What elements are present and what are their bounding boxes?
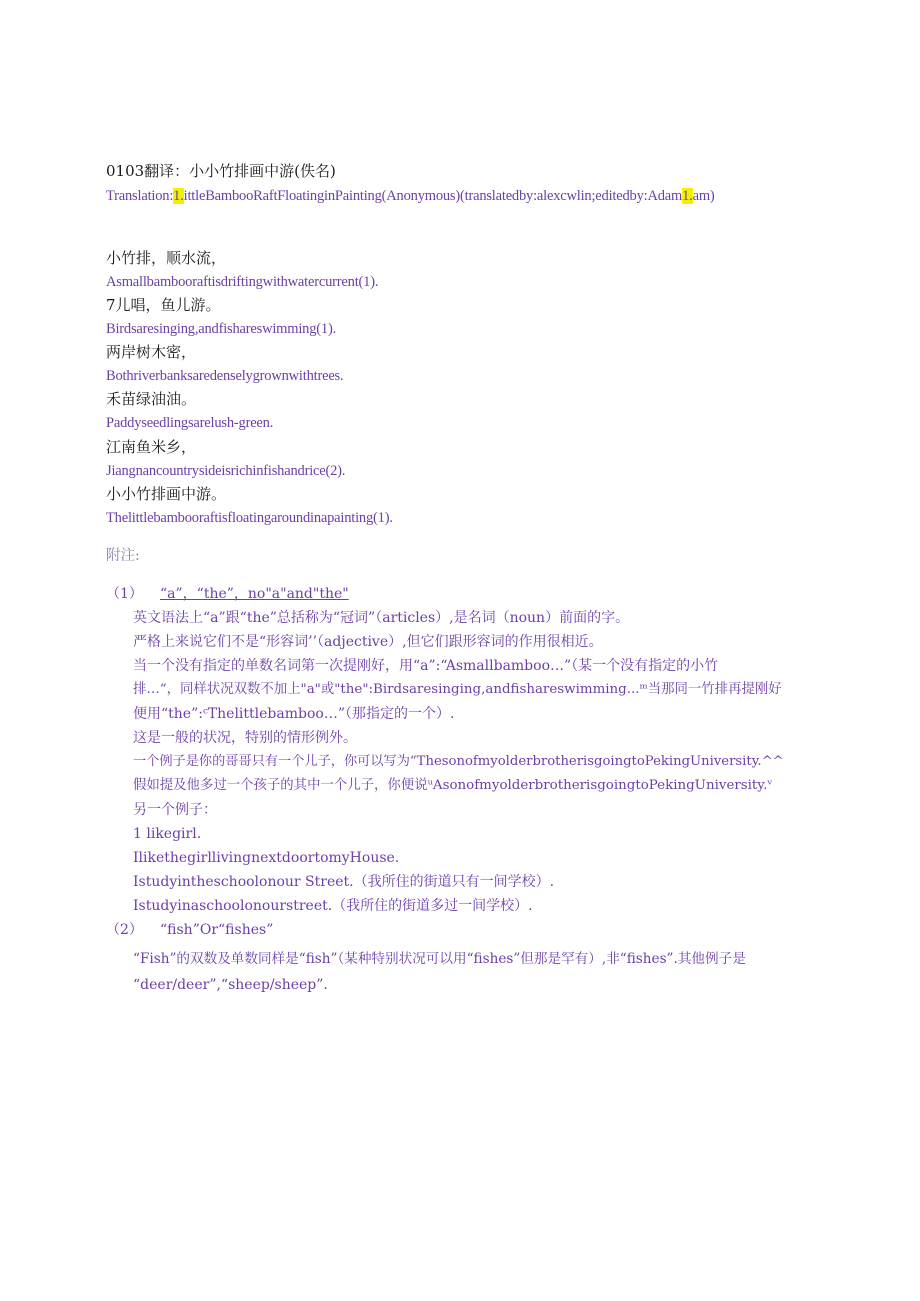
note-1-line: 1 likegirl.	[133, 826, 202, 842]
note-1-line: IlikethegirllivingnextdoortomyHouse.	[133, 850, 400, 866]
note-2-title: “fish”Or“fishes”	[160, 922, 274, 938]
document-title: 0103翻译：小小竹排画中游(佚名)	[106, 162, 336, 180]
translation-mid: ittleBambooRaftFloatinginPainting(Anonymous)(translatedby:alexcwlin;editedby:Adam	[183, 188, 683, 204]
poem-line-en: Asmallbambooraftisdriftingwithwatercurrent(1).	[106, 274, 379, 290]
note-1-line: 排…“，同样状况双数不加上"a"或"the":Birdsaresinging,andfishareswimming...ᵐ当那同一竹排再提刚好	[133, 682, 782, 697]
poem-line-zh: 两岸树木密，	[106, 343, 197, 361]
poem-line-en: Bothriverbanksaredenselygrownwithtrees.	[106, 368, 344, 384]
poem-line-en: Birdsaresinging,andfishareswimming(1).	[106, 321, 336, 337]
note-1-line: 假如提及他多过一个孩子的其中一个儿子，你便说ᵘAsonofmyolderbrotherisgoingtoPekingUniversity.ᵛ	[133, 778, 773, 793]
poem-line-zh: 江南鱼米乡，	[106, 438, 197, 456]
note-1-line: 这是一般的状况，特别的情形例外。	[133, 730, 357, 746]
note-1-line: Istudyintheschoolonour Street.（我所住的街道只有一间学校）.	[133, 874, 555, 890]
poem-line-zh: 小小竹排画中游。	[106, 485, 227, 503]
note-1-line: 严格上来说它们不是“形容词’’（adjective）,但它们跟形容词的作用很相近。	[133, 634, 603, 650]
note-1-title: “a”，“the”，no"a"and"the"	[160, 586, 349, 602]
highlight-1: 1.	[173, 188, 184, 204]
note-1-line: Istudyinaschoolonourstreet.（我所住的街道多过一间学校）.	[133, 898, 533, 914]
note-1-line: 英文语法上“a”跟“the”总括称为“冠词”（articles）,是名词（noun）前面的字。	[133, 610, 630, 626]
notes-label: 附注:	[106, 548, 140, 564]
note-1-line: 一个例子是你的哥哥只有一个儿子，你可以写为“ThesonofmyolderbrotherisgoingtoPekingUniversity.^^	[133, 754, 784, 769]
note-1-line: 另一个例子：	[133, 802, 217, 818]
note-1-line: 便用“the”:ᶜThelittlebamboo…”（那指定的一个）.	[133, 706, 455, 722]
note-1-number: （1）	[106, 586, 143, 602]
poem-line-en: Paddyseedlingsarelush-green.	[106, 415, 274, 431]
translation-end: am)	[692, 188, 715, 204]
poem-line-zh: 小竹排，顺水流，	[106, 249, 227, 267]
note-2-number: （2）	[106, 922, 143, 938]
poem-line-en: Jiangnancountrysideisrichinfishandrice(2).	[106, 463, 346, 479]
poem-line-zh: 禾苗绿油油。	[106, 390, 197, 408]
poem-line-zh: 7儿唱，鱼儿游。	[106, 296, 221, 314]
translation-prefix: Translation:	[106, 188, 174, 204]
highlight-2: 1.	[682, 188, 693, 204]
note-2-line: “deer/deer”,“sheep/sheep”.	[133, 977, 328, 993]
poem-line-en: Thelittlebambooraftisfloatingaroundinapainting(1).	[106, 510, 393, 526]
note-2-line: “Fish”的双数及单数同样是“fish”（某种特别状况可以用“fishes”但那是罕有）,非“fishes”.其他例子是	[133, 951, 746, 967]
note-1-line: 当一个没有指定的单数名词第一次提刚好，用“a”:“Asmallbamboo…”（某一个没有指定的小竹	[133, 658, 719, 674]
translation-title	[106, 186, 715, 206]
